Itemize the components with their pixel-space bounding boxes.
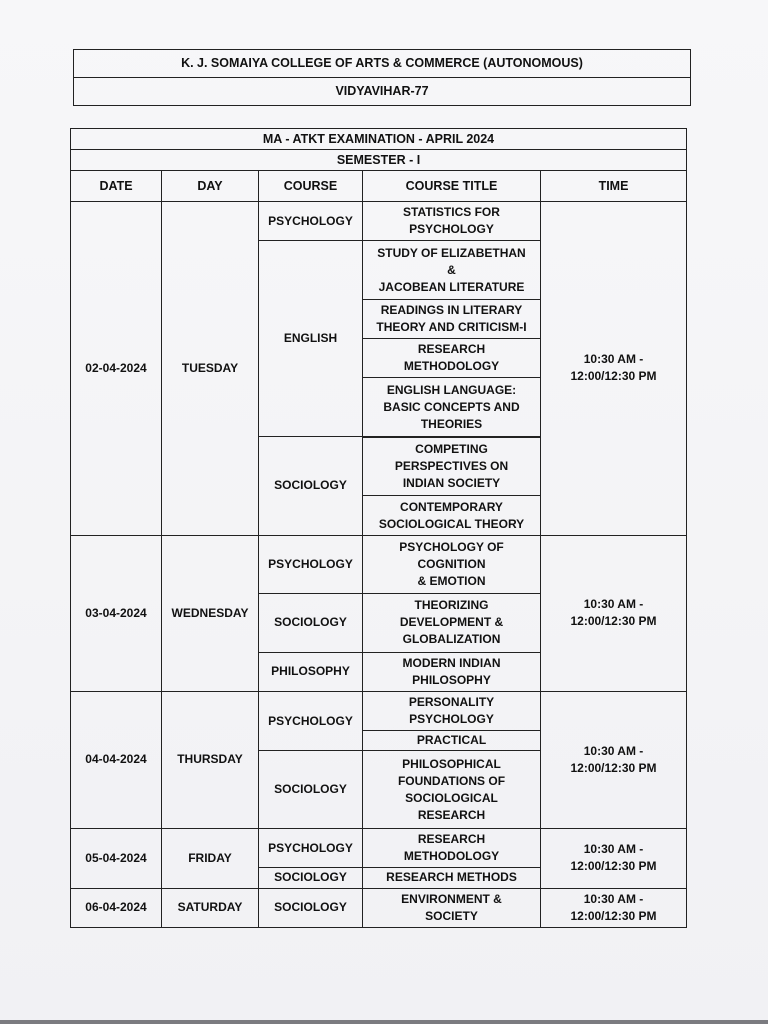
- course-title: COMPETING PERSPECTIVES ON INDIAN SOCIETY: [363, 437, 541, 495]
- exam-timetable: [70, 128, 687, 928]
- exam-date: 03-04-2024: [71, 535, 162, 691]
- exam-date: 06-04-2024: [71, 888, 162, 927]
- course-name: SOCIOLOGY: [259, 436, 363, 535]
- exam-date: 05-04-2024: [71, 829, 162, 889]
- course-name: SOCIOLOGY: [259, 594, 363, 652]
- column-header-course-title: COURSE TITLE: [363, 171, 541, 202]
- table-row: [71, 202, 687, 241]
- exam-day: THURSDAY: [162, 691, 259, 828]
- course-title: THEORIZING DEVELOPMENT & GLOBALIZATION: [363, 594, 541, 652]
- column-header-course: COURSE: [259, 171, 363, 202]
- exam-time: 10:30 AM - 12:00/12:30 PM: [541, 691, 687, 828]
- college-header: [73, 49, 691, 106]
- column-header-date: DATE: [71, 171, 162, 202]
- page-edge: [0, 1020, 768, 1024]
- column-header-day: DAY: [162, 171, 259, 202]
- course-title: PHILOSOPHICAL FOUNDATIONS OF SOCIOLOGICAL RESEARCH: [363, 751, 541, 829]
- exam-time: 10:30 AM - 12:00/12:30 PM: [541, 829, 687, 889]
- course-name: SOCIOLOGY: [259, 888, 363, 927]
- course-name: PSYCHOLOGY: [259, 829, 363, 868]
- exam-day: SATURDAY: [162, 888, 259, 927]
- course-title: RESEARCH METHODS: [363, 868, 541, 888]
- table-row: [71, 888, 687, 927]
- course-name: SOCIOLOGY: [259, 868, 363, 888]
- table-row: [71, 691, 687, 730]
- exam-time: 10:30 AM - 12:00/12:30 PM: [541, 202, 687, 536]
- college-name: K. J. SOMAIYA COLLEGE OF ARTS & COMMERCE (AUTONOMOUS): [181, 56, 583, 70]
- course-name: PSYCHOLOGY: [259, 535, 363, 593]
- course-name: PSYCHOLOGY: [259, 691, 363, 751]
- exam-date: 02-04-2024: [71, 202, 162, 536]
- exam-day: FRIDAY: [162, 829, 259, 889]
- course-title: STATISTICS FOR PSYCHOLOGY: [363, 202, 541, 241]
- course-name: ENGLISH: [259, 241, 363, 437]
- course-title: ENVIRONMENT & SOCIETY: [363, 888, 541, 927]
- exam-date: 04-04-2024: [71, 691, 162, 828]
- course-title: READINGS IN LITERARY THEORY AND CRITICISM-I: [363, 299, 541, 338]
- course-title: RESEARCH METHODOLOGY: [363, 829, 541, 868]
- course-name: SOCIOLOGY: [259, 751, 363, 829]
- exam-title: MA - ATKT EXAMINATION - APRIL 2024: [71, 129, 687, 150]
- table-row: [71, 829, 687, 868]
- course-title: MODERN INDIAN PHILOSOPHY: [363, 652, 541, 691]
- course-title: PSYCHOLOGY OF COGNITION & EMOTION: [363, 535, 541, 593]
- course-name: PHILOSOPHY: [259, 652, 363, 691]
- exam-day: WEDNESDAY: [162, 535, 259, 691]
- semester-label: SEMESTER - I: [71, 150, 687, 171]
- column-header-time: TIME: [541, 171, 687, 202]
- course-title: PRACTICAL: [363, 731, 541, 751]
- course-title: PERSONALITY PSYCHOLOGY: [363, 691, 541, 730]
- course-title: CONTEMPORARY SOCIOLOGICAL THEORY: [363, 496, 541, 535]
- exam-time: 10:30 AM - 12:00/12:30 PM: [541, 888, 687, 927]
- college-location: VIDYAVIHAR-77: [74, 77, 690, 105]
- course-title: ENGLISH LANGUAGE: BASIC CONCEPTS AND THEORIES: [363, 378, 541, 436]
- exam-time: 10:30 AM - 12:00/12:30 PM: [541, 535, 687, 691]
- course-title: STUDY OF ELIZABETHAN & JACOBEAN LITERATURE: [363, 241, 541, 299]
- course-title: RESEARCH METHODOLOGY: [363, 339, 541, 378]
- exam-day: TUESDAY: [162, 202, 259, 536]
- course-name: PSYCHOLOGY: [259, 202, 363, 241]
- table-row: [71, 535, 687, 593]
